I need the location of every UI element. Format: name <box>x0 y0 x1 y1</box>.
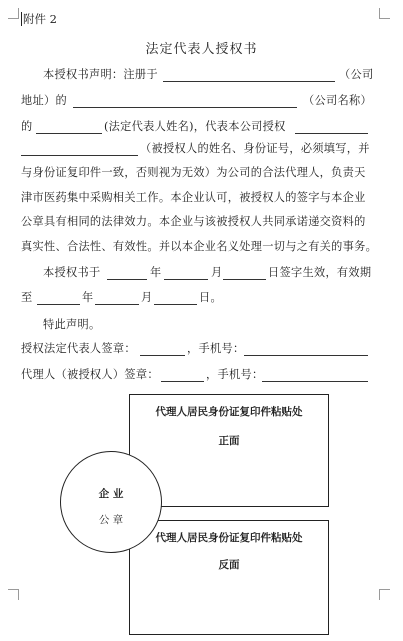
agent-signature-blank[interactable] <box>161 381 204 382</box>
seal-line1: 企 业 <box>98 488 124 500</box>
p10-day: 日。 <box>199 291 222 304</box>
crop-mark-bottom-left <box>8 589 19 600</box>
p3-middle: (法定代表人姓名)，代表本公司授权 <box>104 120 286 133</box>
p10-month: 月 <box>141 291 153 304</box>
p9-prefix: 本授权书于 <box>43 266 101 279</box>
sign2-phone-label: ，手机号： <box>206 368 264 381</box>
id-front-box-title: 代理人居民身份证复印件粘贴处 <box>155 406 303 418</box>
id-back-paste-box[interactable] <box>129 520 329 635</box>
p9-suffix: 日签字生效，有效期 <box>268 266 372 279</box>
p3-prefix: 的 <box>21 120 33 133</box>
p1-suffix: （公司 <box>339 68 374 81</box>
legal-rep-phone-blank[interactable] <box>244 355 368 356</box>
p6-text: 津市医药集中采购相关工作。本企业认可，被授权人的签字与本企业 <box>21 191 366 204</box>
sign1-label: 授权法定代表人签章： <box>21 342 136 355</box>
end-year-blank[interactable] <box>37 304 80 305</box>
legal-rep-name-blank[interactable] <box>36 133 102 134</box>
id-back-box-title: 代理人居民身份证复印件粘贴处 <box>155 532 303 544</box>
start-day-blank[interactable] <box>223 279 266 280</box>
p5-text: 与身份证复印件一致，否则视为无效）为公司的合法代理人，负责天 <box>21 166 366 179</box>
start-year-blank[interactable] <box>107 279 147 280</box>
document-title: 法定代表人授权书 <box>145 42 258 57</box>
crop-mark-top-right <box>379 8 390 19</box>
p2-prefix: 地址）的 <box>21 94 67 107</box>
sign2-label: 代理人（被授权人）签章： <box>21 368 159 381</box>
agent-phone-blank[interactable] <box>262 381 368 382</box>
p10-year: 年 <box>82 291 94 304</box>
company-seal-circle[interactable] <box>60 451 162 553</box>
start-month-blank[interactable] <box>164 279 208 280</box>
end-month-blank[interactable] <box>95 304 139 305</box>
crop-mark-top-left <box>8 8 19 19</box>
grantee-blank-2[interactable] <box>21 155 138 156</box>
p9-year: 年 <box>150 266 162 279</box>
end-day-blank[interactable] <box>154 304 197 305</box>
id-front-box-side: 正面 <box>218 435 240 447</box>
seal-line2: 公 章 <box>98 514 124 526</box>
legal-rep-signature-blank[interactable] <box>140 355 185 356</box>
attachment-label: 附件 2 <box>23 12 57 26</box>
p4-suffix: （被授权人的姓名、身份证号，必须填写，并 <box>140 142 370 155</box>
p2-suffix: （公司名称） <box>303 94 372 107</box>
declaration-text: 特此声明。 <box>43 318 101 331</box>
address-blank[interactable] <box>163 81 335 82</box>
p9-month: 月 <box>211 266 223 279</box>
p7-text: 公章具有相同的法律效力。本企业与该被授权人共同承诺递交资料的 <box>21 215 366 228</box>
grantee-blank-1[interactable] <box>295 133 368 134</box>
p8-text: 真实性、合法性、有效性。并以本企业名义处理一切与之有关的事务。 <box>21 240 378 253</box>
p10-prefix: 至 <box>21 291 33 304</box>
id-back-box-side: 反面 <box>218 559 240 571</box>
p1-prefix: 本授权书声明：注册于 <box>43 68 158 81</box>
sign1-phone-label: ，手机号： <box>187 342 245 355</box>
crop-mark-bottom-right <box>379 589 390 600</box>
text-cursor <box>21 12 22 26</box>
company-name-blank[interactable] <box>73 107 297 108</box>
